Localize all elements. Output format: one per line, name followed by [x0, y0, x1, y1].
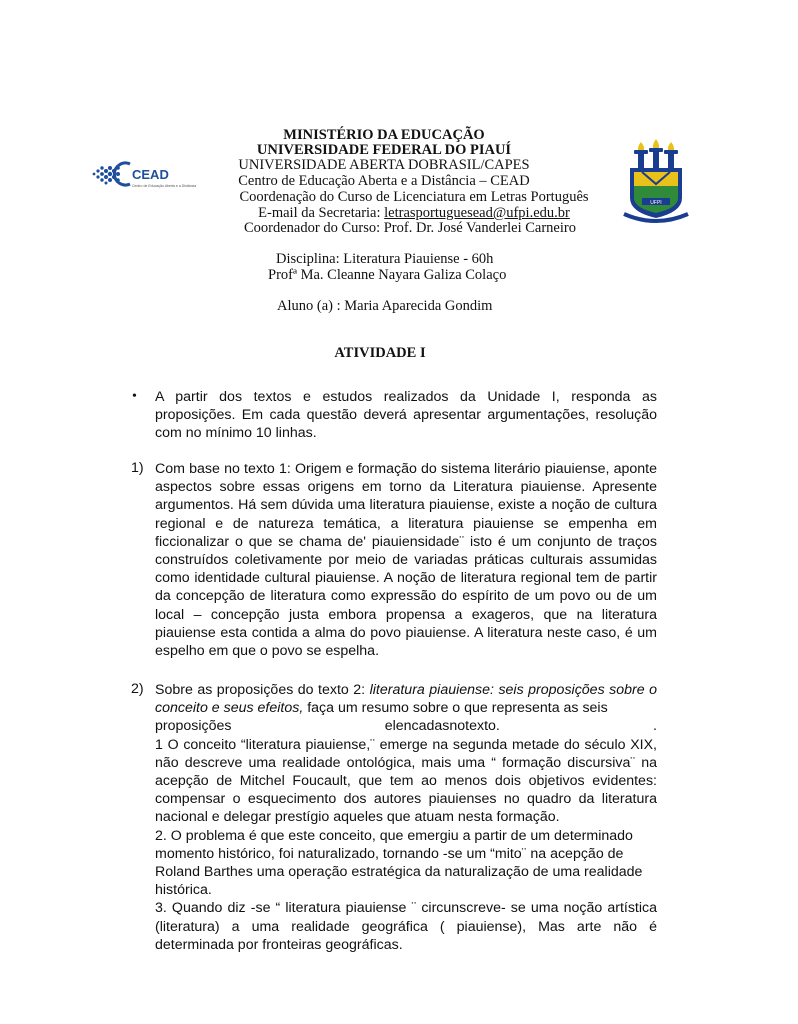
activity-title: ATIVIDADE I	[334, 345, 426, 361]
discipline-line: Disciplina: Literatura Piauiense - 60h	[276, 251, 494, 267]
question-2-number: 2)	[131, 681, 144, 697]
email-label: E-mail da Secretaria:	[258, 205, 385, 221]
intro-paragraph: A partir dos textos e estudos realizados da Unidade I, responda as proposições. Em cada questão deverá apresentar argumentações, resolução com no mínimo 10 linhas.	[155, 389, 657, 442]
proposition-2: 2. O problema é que este conceito, que emergiu a partir de um determinado momento histórico, foi naturalizado, tornando -se um “mito¨ na acepção de Roland Barthes uma operação estratégica da naturalização de uma realidade histórica.	[155, 827, 643, 899]
ministry-title: MINISTÉRIO DA EDUCAÇÃO	[283, 127, 485, 143]
email-line	[30, 206, 798, 221]
text-2-title: literatura piauiense: seis proposições sobre o conceito e seus efeitos,	[155, 682, 658, 717]
bullet-icon: •	[132, 389, 137, 404]
question-2-prompt: Sobre as proposições do texto 2: literatura piauiense: seis proposições sobre o conceito e seus efeitos, faça um resumo sobre o que representa as seis	[155, 682, 658, 717]
professor-line: Profª Ma. Cleanne Nayara Galiza Colaço	[268, 267, 507, 283]
proposition-1: 1 O conceito “literatura piauiense,¨ emerge na segunda metade do século XIX, não descreve uma realidade ontológica, mais uma “ formação discursiva¨ na acepção de Mitchel Foucault, que tem ao menos dois objetivos evidentes: compensar o esquecimento dos autores piauienses no quadro da literatura nacional e delegar prestígio aqueles que atuam nesta formação.	[155, 736, 657, 826]
course-coordination-line: Coordenação do Curso de Licenciatura em Letras Português	[239, 189, 589, 205]
email-link[interactable]: letrasportuguesead@ufpi.edu.br	[384, 205, 570, 221]
student-line: Aluno (a) : Maria Aparecida Gondim	[277, 298, 493, 314]
question-1-text: Com base no texto 1: Origem e formação do sistema literário piauiense, aponte aspectos sobre essas origens em torno da Literatura piauiense. Apresente argumentos. Há sem dúvida uma literatura piauiense, existe a noção de cultura regional e de natureza temática, a literatura piauiense se empenha em ficcionalizar o que se chama de' piauiensidade¨ isto é um conjunto de traços construídos coletivamente por meio de variadas práticas culturais assumidas como identidade cultural piauiense. A noção de literatura regional tem de partir da concepção de literatura como expressão do espírito de um povo ou de um local – concepção justa embora propensa a exageros, que na literatura piauiense esta contida a alma do povo piauiense. A literatura neste caso, é um espelho em que o povo se espelha.	[155, 461, 657, 660]
question-1-number: 1)	[131, 460, 144, 476]
question-2-body	[155, 681, 657, 954]
cead-center-line: Centro de Educação Aberta e a Distância – CEAD	[238, 173, 530, 189]
svg-text:UFPI: UFPI	[650, 200, 662, 206]
svg-text:CEAD: CEAD	[132, 167, 169, 182]
university-title: UNIVERSIDADE FEDERAL DO PIAUÍ	[256, 142, 512, 158]
coordinator-line: Coordenador do Curso: Prof. Dr. José Vanderlei Carneiro	[244, 220, 576, 236]
proposition-3: 3. Quando diz -se “ literatura piauiense ¨ circunscreve- se uma noção artística (literatura) a uma realidade geográfica ( piauiense), Mas arte não é determinada por fronteiras geográficas.	[155, 900, 657, 953]
open-university-line: UNIVERSIDADE ABERTA DOBRASIL/CAPES	[238, 157, 530, 173]
question-2-prompt-end: proposições elencadasnotexto. .	[155, 718, 657, 735]
svg-text:Centro de Educação Aberta e a: Centro de Educação Aberta e a Distância	[132, 184, 197, 188]
